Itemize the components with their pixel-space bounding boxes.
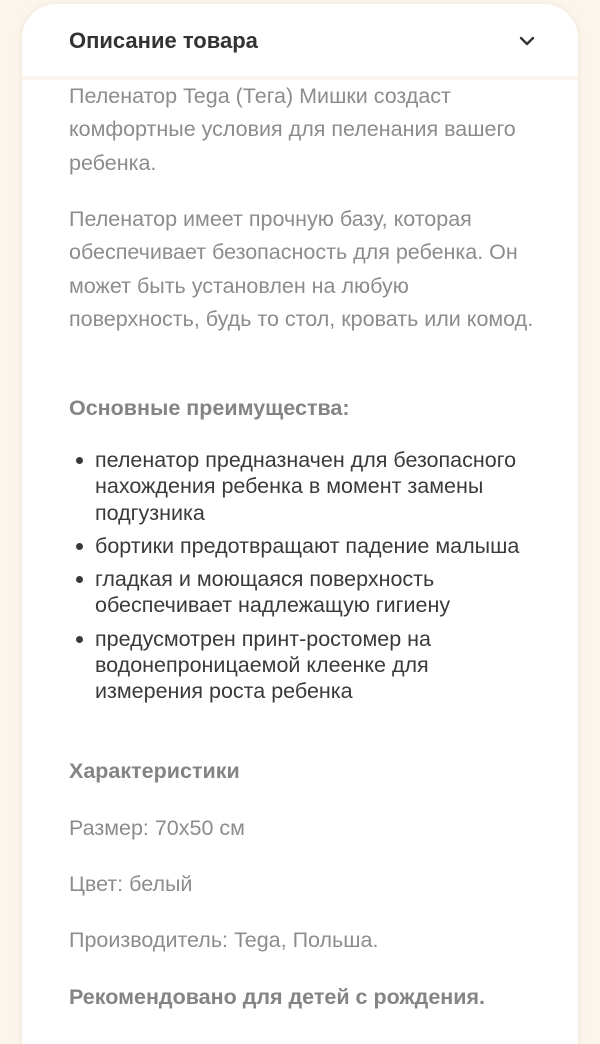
list-item-text: бортики предотвращают падение малыша <box>95 533 520 558</box>
bullet-icon <box>76 457 83 464</box>
list-item-text: предусмотрен принт-ростомер на водонепроницаемой клеенке для измерения роста ребенка <box>95 626 431 704</box>
bullet-icon <box>76 576 83 583</box>
list-item <box>69 626 539 705</box>
spec-size: Размер: 70x50 см <box>69 816 245 840</box>
specs-heading: Характеристики <box>69 759 240 783</box>
spec-manufacturer: Производитель: Tega, Польша. <box>69 928 379 952</box>
list-item-text: пеленатор предназначен для безопасного нахождения ребенка в момент замены подгузника <box>95 448 517 525</box>
spec-color: Цвет: белый <box>69 872 193 896</box>
description-paragraph: Пеленатор Tega (Тега) Мишки создаст комфортные условия для пеленания вашего ребенка. <box>69 84 516 175</box>
bullet-icon <box>76 543 83 550</box>
list-item <box>69 447 539 526</box>
section-title: Описание товара <box>69 28 258 53</box>
advantages-heading: Основные преимущества: <box>69 396 350 420</box>
chevron-down-icon[interactable] <box>516 30 538 52</box>
bullet-icon <box>76 636 83 643</box>
list-item <box>69 533 539 559</box>
list-item-text: гладкая и моющаяся поверхность обеспечивает надлежащую гигиену <box>95 567 451 618</box>
age-recommendation: Рекомендовано для детей с рождения. <box>69 985 486 1009</box>
list-item <box>69 566 539 619</box>
advantages-list <box>69 447 539 712</box>
product-description-card <box>22 4 578 1044</box>
description-accordion-header[interactable] <box>22 4 578 80</box>
description-paragraph: Пеленатор имеет прочную базу, которая обеспечивает безопасность для ребенка. Он может быть установлен на любую поверхность, будь то стол, кровать или комод. <box>69 207 534 331</box>
